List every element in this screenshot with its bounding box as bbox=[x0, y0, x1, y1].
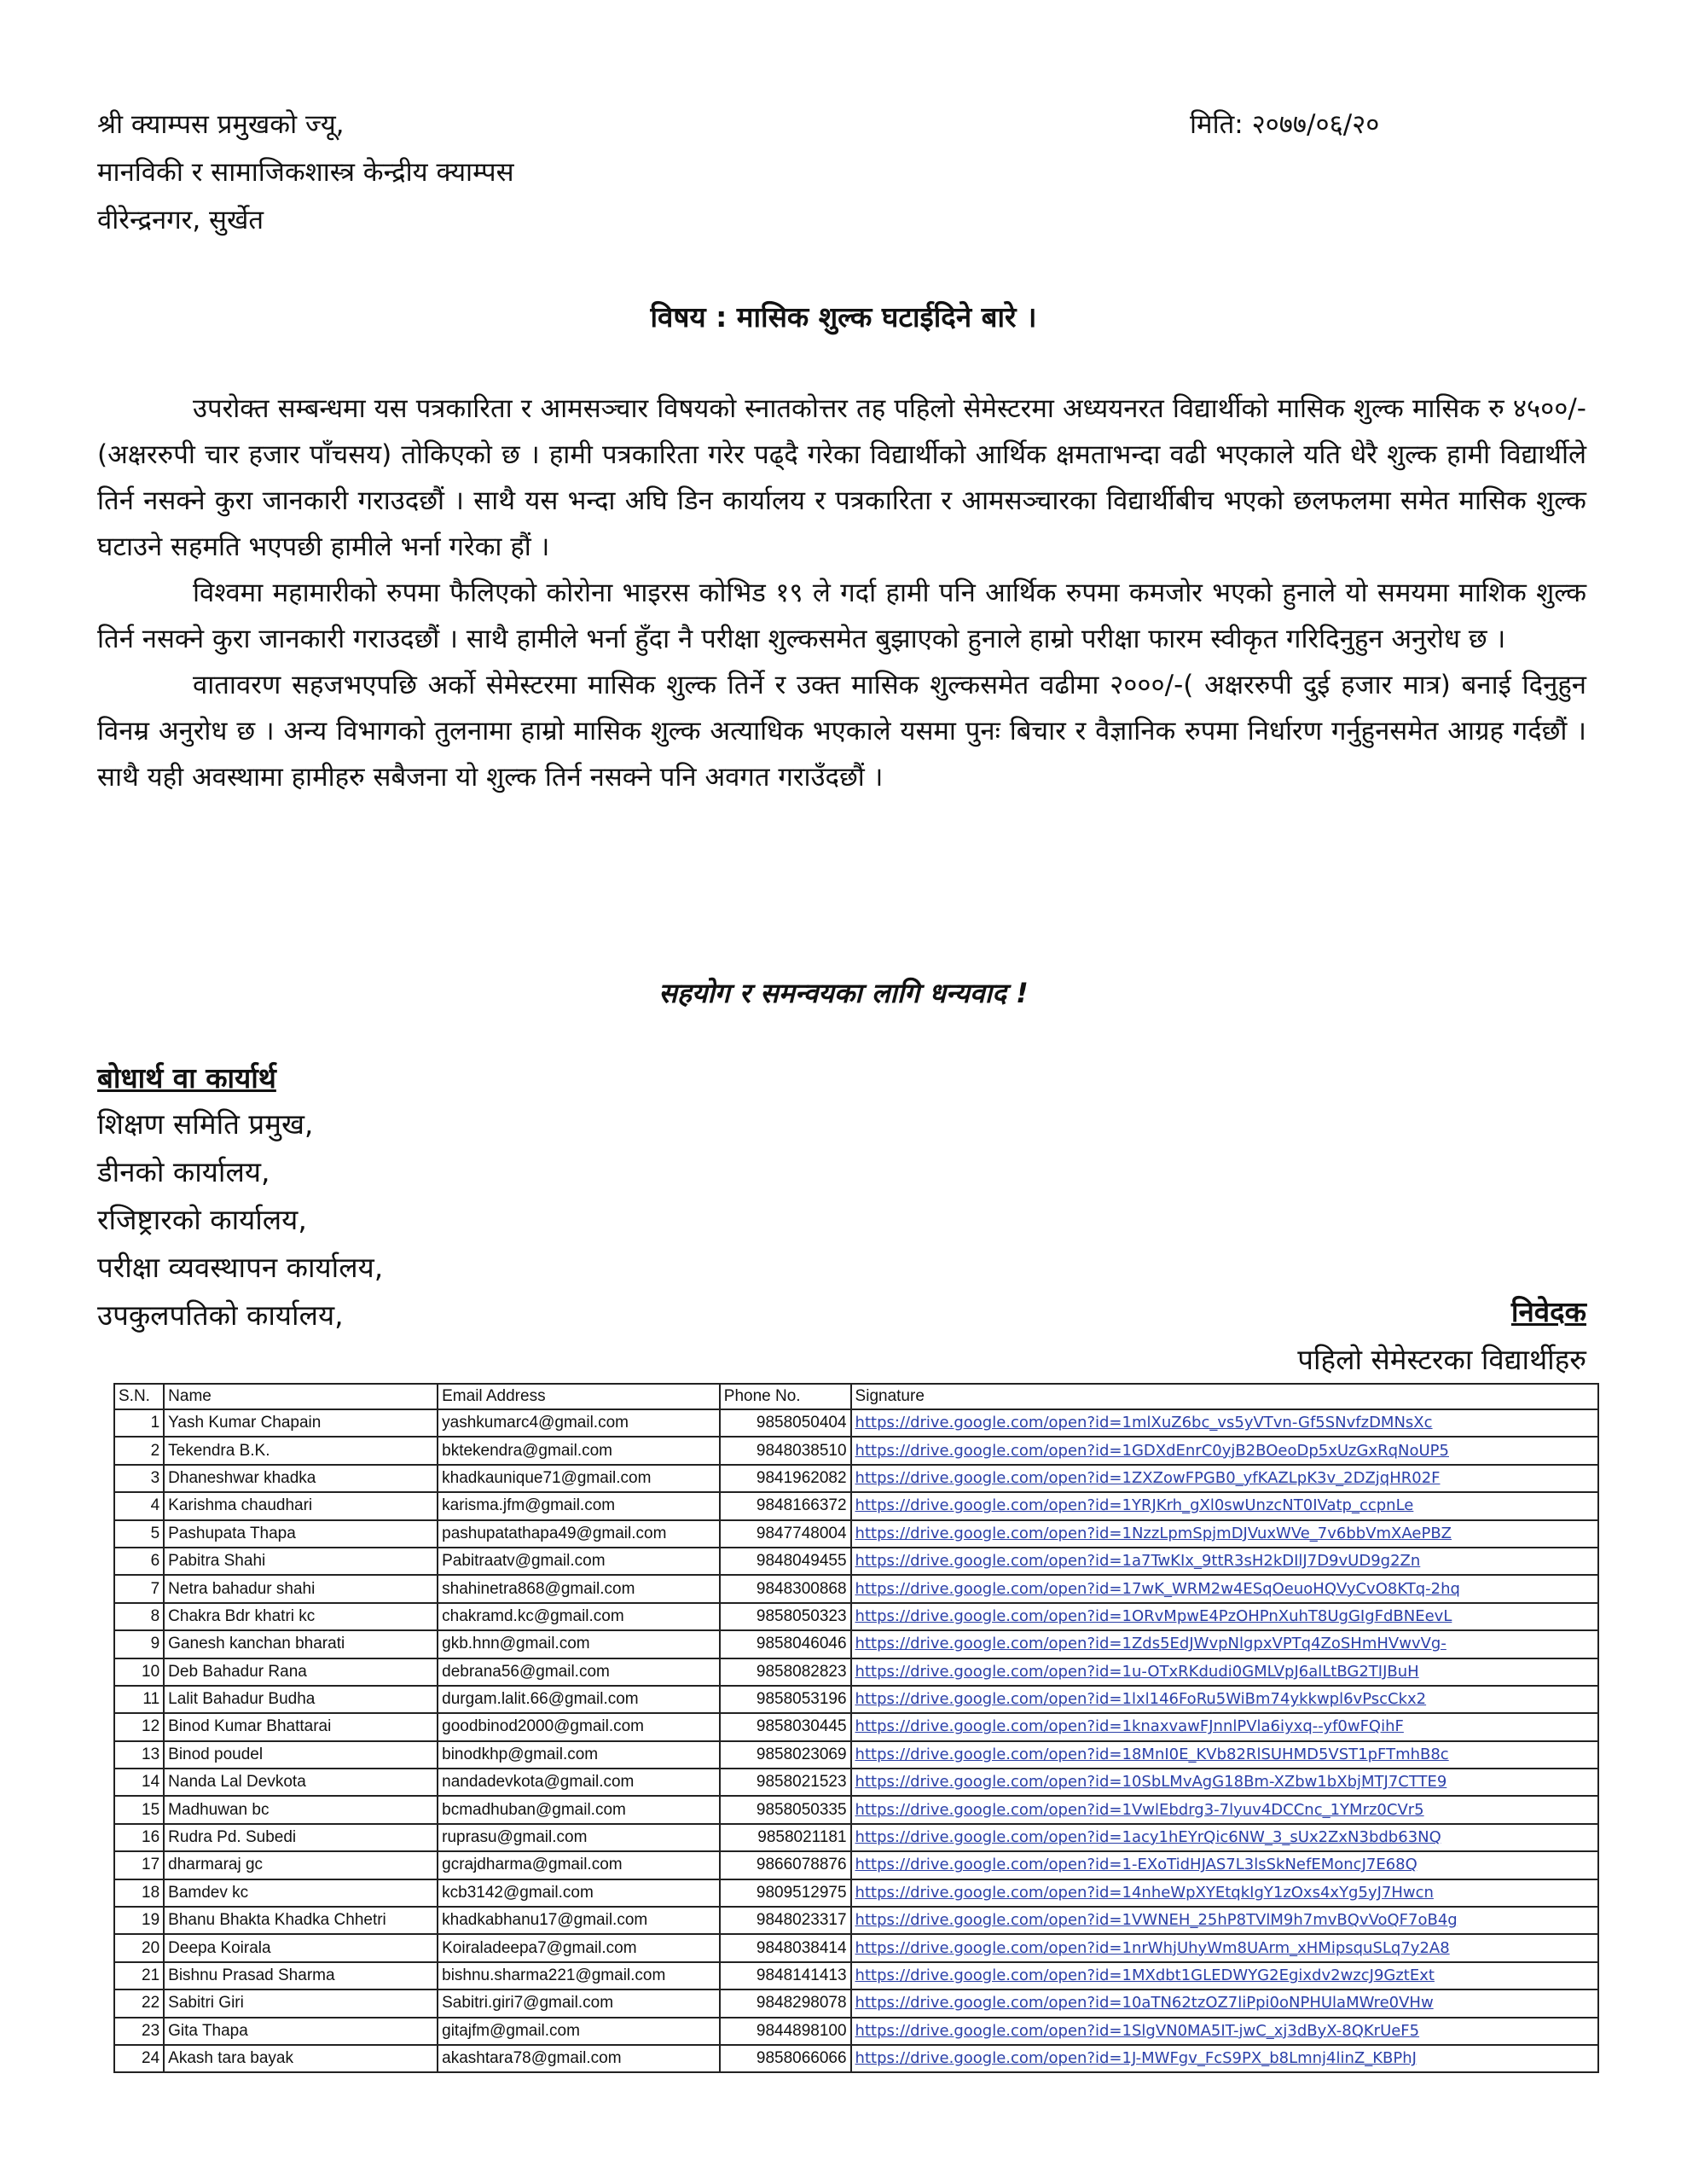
row-email: bcmadhuban@gmail.com bbox=[438, 1796, 720, 1823]
cc-item: शिक्षण समिति प्रमुख, bbox=[97, 1107, 314, 1141]
signature-table-body bbox=[114, 1409, 1598, 2072]
table-header-row bbox=[114, 1384, 1598, 1409]
table-row bbox=[114, 1796, 1598, 1823]
row-name: Netra bahadur shahi bbox=[164, 1575, 438, 1602]
table-row bbox=[114, 1520, 1598, 1548]
row-sn: 5 bbox=[114, 1520, 164, 1548]
row-name: Binod poudel bbox=[164, 1741, 438, 1769]
signature-table bbox=[113, 1383, 1599, 2073]
row-phone: 9858050404 bbox=[720, 1409, 851, 1437]
applicant-title: निवेदक bbox=[1510, 1295, 1586, 1328]
letter-body bbox=[97, 386, 1586, 800]
row-phone: 9858023069 bbox=[720, 1741, 851, 1769]
row-sn: 10 bbox=[114, 1658, 164, 1686]
row-sn: 19 bbox=[114, 1907, 164, 1934]
row-signature-link[interactable]: https://drive.google.com/open?id=1mlXuZ6bc_vs5yVTvn-Gf5SNvfzDMNsXc bbox=[851, 1409, 1598, 1437]
row-sn: 11 bbox=[114, 1686, 164, 1713]
row-phone: 9844898100 bbox=[720, 2018, 851, 2045]
table-row bbox=[114, 1658, 1598, 1686]
row-phone: 9858021181 bbox=[720, 1824, 851, 1851]
row-name: Bhanu Bhakta Khadka Chhetri bbox=[164, 1907, 438, 1934]
row-phone: 9847748004 bbox=[720, 1520, 851, 1548]
body-paragraph: उपरोक्त सम्बन्धमा यस पत्रकारिता र आमसञ्चार विषयको स्नातकोत्तर तह पहिलो सेमेस्टरमा अध्ययनरत विद्यार्थीको मासिक शुल्क मासिक रु ४५००/- (अक्षररुपी चार हजार पाँचसय) तोकिएको छ । हामी पत्रकारिता गरेर पढ्दै गरेका विद्यार्थीको आर्थिक क्षमताभन्दा वढी भएकाले यति धेरै शुल्क हामी विद्यार्थीले तिर्न नसक्ने कुरा जानकारी गराउदछौं । साथै यस भन्दा अघि डिन कार्यालय र पत्रकारिता र आमसञ्चारका विद्यार्थीबीच भएको छलफलमा समेत मासिक शुल्क घटाउने सहमति भएपछी हामीले भर्ना गरेका हौं । bbox=[97, 393, 1586, 562]
row-signature-link[interactable]: https://drive.google.com/open?id=17wK_WRM2w4ESqOeuoHQVyCvO8KTq-2hq bbox=[851, 1575, 1598, 1602]
row-phone: 9858066066 bbox=[720, 2045, 851, 2072]
address-line: श्री क्याम्पस प्रमुखको ज्यू, bbox=[97, 109, 345, 140]
row-sn: 16 bbox=[114, 1824, 164, 1851]
row-signature-link[interactable]: https://drive.google.com/open?id=1acy1hEYrQic6NW_3_sUx2ZxN3bdb63NQ bbox=[851, 1824, 1598, 1851]
row-sn: 2 bbox=[114, 1437, 164, 1464]
row-email: pashupatathapa49@gmail.com bbox=[438, 1520, 720, 1548]
header-phone: Phone No. bbox=[720, 1384, 851, 1409]
table-row bbox=[114, 1879, 1598, 1907]
row-signature-link[interactable]: https://drive.google.com/open?id=1ZXZowFPGB0_yfKAZLpK3v_2DZjqHR02F bbox=[851, 1465, 1598, 1492]
row-name: Akash tara bayak bbox=[164, 2045, 438, 2072]
row-name: dharmaraj gc bbox=[164, 1851, 438, 1879]
row-email: chakramd.kc@gmail.com bbox=[438, 1603, 720, 1630]
table-row bbox=[114, 1713, 1598, 1740]
row-email: Koiraladeepa7@gmail.com bbox=[438, 1934, 720, 1961]
row-signature-link[interactable]: https://drive.google.com/open?id=1a7TwKIx_9ttR3sH2kDIlJ7D9vUD9g2Zn bbox=[851, 1548, 1598, 1575]
row-email: binodkhp@gmail.com bbox=[438, 1741, 720, 1769]
row-phone: 9848038510 bbox=[720, 1437, 851, 1464]
row-signature-link[interactable]: https://drive.google.com/open?id=14nheWpXYEtqkIgY1zOxs4xYg5yJ7Hwcn bbox=[851, 1879, 1598, 1907]
table-row bbox=[114, 1575, 1598, 1602]
row-sn: 3 bbox=[114, 1465, 164, 1492]
row-signature-link[interactable]: https://drive.google.com/open?id=1-EXoTidHJAS7L3lsSkNefEMoncJ7E68Q bbox=[851, 1851, 1598, 1879]
cc-item: रजिष्ट्रारको कार्यालय, bbox=[97, 1203, 307, 1236]
row-name: Ganesh kanchan bharati bbox=[164, 1630, 438, 1658]
cc-item: डीनको कार्यालय, bbox=[97, 1155, 270, 1188]
row-name: Bamdev kc bbox=[164, 1879, 438, 1907]
table-row bbox=[114, 1989, 1598, 2017]
row-email: khadkaunique71@gmail.com bbox=[438, 1465, 720, 1492]
row-name: Yash Kumar Chapain bbox=[164, 1409, 438, 1437]
row-phone: 9858082823 bbox=[720, 1658, 851, 1686]
row-phone: 9841962082 bbox=[720, 1465, 851, 1492]
row-sn: 15 bbox=[114, 1796, 164, 1823]
body-paragraph: विश्वमा महामारीको रुपमा फैलिएको कोरोना भाइरस कोभिड १९ ले गर्दा हामी पनि आर्थिक रुपमा कमजोर भएको हुनाले यो समयमा माशिक शुल्क तिर्न नसक्ने कुरा जानकारी गराउदछौं । साथै हामीले भर्ना हुँदा नै परीक्षा शुल्कसमेत बुझाएको हुनाले हाम्रो परीक्षा फारम स्वीकृत गरिदिनुहुन अनुरोध छ । bbox=[97, 578, 1586, 654]
row-name: Madhuwan bc bbox=[164, 1796, 438, 1823]
row-sn: 9 bbox=[114, 1630, 164, 1658]
row-sn: 22 bbox=[114, 1989, 164, 2017]
row-email: yashkumarc4@gmail.com bbox=[438, 1409, 720, 1437]
row-phone: 9858030445 bbox=[720, 1713, 851, 1740]
row-signature-link[interactable]: https://drive.google.com/open?id=1VwlEbdrg3-7lyuv4DCCnc_1YMrz0CVr5 bbox=[851, 1796, 1598, 1823]
row-sn: 23 bbox=[114, 2018, 164, 2045]
table-row bbox=[114, 1548, 1598, 1575]
row-phone: 9848300868 bbox=[720, 1575, 851, 1602]
row-signature-link[interactable]: https://drive.google.com/open?id=10aTN62tzOZ7liPpi0oNPHUlaMWre0VHw bbox=[851, 1989, 1598, 2017]
row-name: Tekendra B.K. bbox=[164, 1437, 438, 1464]
thanks-line: सहयोग र समन्वयका लागि धन्यवाद ! bbox=[658, 977, 1029, 1009]
row-sn: 18 bbox=[114, 1879, 164, 1907]
row-phone: 9848166372 bbox=[720, 1492, 851, 1519]
row-email: Pabitraatv@gmail.com bbox=[438, 1548, 720, 1575]
table-row bbox=[114, 1492, 1598, 1519]
row-sn: 14 bbox=[114, 1769, 164, 1796]
row-sn: 21 bbox=[114, 1962, 164, 1989]
row-phone: 9866078876 bbox=[720, 1851, 851, 1879]
body-paragraph: वातावरण सहजभएपछि अर्को सेमेस्टरमा मासिक शुल्क तिर्ने र उक्त मासिक शुल्कसमेत वढीमा २०००/-( अक्षररुपी दुई हजार मात्र) बनाई दिनुहुन विनम्र अनुरोध छ । अन्य विभागको तुलनामा हाम्रो मासिक शुल्क अत्याधिक भएकाले यसमा पुनः बिचार र वैज्ञानिक रुपमा निर्धारण गर्नुहुनसमेत आग्रह गर्दछौं । साथै यही अवस्थामा हामीहरु सबैजना यो शुल्क तिर्न नसक्ने पनि अवगत गराउँदछौं । bbox=[97, 670, 1586, 793]
row-email: khadkabhanu17@gmail.com bbox=[438, 1907, 720, 1934]
row-phone: 9858050335 bbox=[720, 1796, 851, 1823]
row-name: Gita Thapa bbox=[164, 2018, 438, 2045]
row-phone: 9858053196 bbox=[720, 1686, 851, 1713]
row-email: ruprasu@gmail.com bbox=[438, 1824, 720, 1851]
table-row bbox=[114, 1603, 1598, 1630]
letter-subject: विषय : मासिक शुल्क घटाईदिने बारे । bbox=[650, 300, 1037, 334]
row-name: Dhaneshwar khadka bbox=[164, 1465, 438, 1492]
row-signature-link[interactable]: https://drive.google.com/open?id=10SbLMvAgG18Bm-XZbw1bXbjMTJ7CTTE9 bbox=[851, 1769, 1598, 1796]
table-row bbox=[114, 2045, 1598, 2072]
row-phone: 9848049455 bbox=[720, 1548, 851, 1575]
row-signature-link[interactable]: https://drive.google.com/open?id=1nrWhjUhyWm8UArm_xHMipsquSLq7y2A8 bbox=[851, 1934, 1598, 1961]
row-signature-link[interactable]: https://drive.google.com/open?id=1MXdbt1GLEDWYG2Egixdv2wzcJ9GztExt bbox=[851, 1962, 1598, 1989]
row-email: gitajfm@gmail.com bbox=[438, 2018, 720, 2045]
cc-item: परीक्षा व्यवस्थापन कार्यालय, bbox=[97, 1251, 384, 1284]
cc-list bbox=[97, 1101, 383, 1339]
row-sn: 24 bbox=[114, 2045, 164, 2072]
row-name: Sabitri Giri bbox=[164, 1989, 438, 2017]
table-row bbox=[114, 1437, 1598, 1464]
row-signature-link[interactable]: https://drive.google.com/open?id=1lxl146FoRu5WiBm74ykkwpl6vPscCkx2 bbox=[851, 1686, 1598, 1713]
row-signature-link[interactable]: https://drive.google.com/open?id=1J-MWFgv_FcS9PX_b8Lmnj4linZ_KBPhJ bbox=[851, 2045, 1598, 2072]
row-sn: 12 bbox=[114, 1713, 164, 1740]
table-row bbox=[114, 1769, 1598, 1796]
row-signature-link[interactable]: https://drive.google.com/open?id=1u-OTxRKdudi0GMLVpJ6alLtBG2TIJBuH bbox=[851, 1658, 1598, 1686]
row-email: gkb.hnn@gmail.com bbox=[438, 1630, 720, 1658]
row-name: Pashupata Thapa bbox=[164, 1520, 438, 1548]
row-name: Chakra Bdr khatri kc bbox=[164, 1603, 438, 1630]
row-name: Deepa Koirala bbox=[164, 1934, 438, 1961]
row-phone: 9848298078 bbox=[720, 1989, 851, 2017]
row-sn: 20 bbox=[114, 1934, 164, 1961]
recipient-address bbox=[97, 101, 514, 244]
table-row bbox=[114, 1824, 1598, 1851]
letter-date: मिति: २०७७/०६/२० bbox=[1190, 109, 1380, 140]
header-email: Email Address bbox=[438, 1384, 720, 1409]
row-email: kcb3142@gmail.com bbox=[438, 1879, 720, 1907]
row-name: Binod Kumar Bhattarai bbox=[164, 1713, 438, 1740]
row-signature-link[interactable]: https://drive.google.com/open?id=1NzzLpmSpjmDJVuxWVe_7v6bbVmXAePBZ bbox=[851, 1520, 1598, 1548]
row-email: shahinetra868@gmail.com bbox=[438, 1575, 720, 1602]
address-line: वीरेन्द्रनगर, सुर्खेत bbox=[97, 205, 264, 235]
row-sn: 13 bbox=[114, 1741, 164, 1769]
row-name: Bishnu Prasad Sharma bbox=[164, 1962, 438, 1989]
row-email: Sabitri.giri7@gmail.com bbox=[438, 1989, 720, 2017]
header-signature: Signature bbox=[851, 1384, 1598, 1409]
table-row bbox=[114, 1630, 1598, 1658]
row-name: Rudra Pd. Subedi bbox=[164, 1824, 438, 1851]
row-name: Nanda Lal Devkota bbox=[164, 1769, 438, 1796]
row-sn: 7 bbox=[114, 1575, 164, 1602]
row-phone: 9848141413 bbox=[720, 1962, 851, 1989]
header-name: Name bbox=[164, 1384, 438, 1409]
header-sn: S.N. bbox=[114, 1384, 164, 1409]
table-row bbox=[114, 1465, 1598, 1492]
row-phone: 9848023317 bbox=[720, 1907, 851, 1934]
table-row bbox=[114, 1409, 1598, 1437]
row-name: Deb Bahadur Rana bbox=[164, 1658, 438, 1686]
applicant-block bbox=[1220, 1288, 1586, 1384]
row-email: goodbinod2000@gmail.com bbox=[438, 1713, 720, 1740]
row-name: Pabitra Shahi bbox=[164, 1548, 438, 1575]
row-signature-link[interactable]: https://drive.google.com/open?id=1Zds5EdJWvpNlgpxVPTq4ZoSHmHVwvVg- bbox=[851, 1630, 1598, 1658]
row-signature-link[interactable]: https://drive.google.com/open?id=1YRJKrh_gXl0swUnzcNT0IVatp_ccpnLe bbox=[851, 1492, 1598, 1519]
row-phone: 9809512975 bbox=[720, 1879, 851, 1907]
row-phone: 9848038414 bbox=[720, 1934, 851, 1961]
table-row bbox=[114, 1851, 1598, 1879]
row-email: karisma.jfm@gmail.com bbox=[438, 1492, 720, 1519]
row-email: bishnu.sharma221@gmail.com bbox=[438, 1962, 720, 1989]
row-signature-link[interactable]: https://drive.google.com/open?id=1SlgVN0MA5IT-jwC_xj3dByX-8QKrUeF5 bbox=[851, 2018, 1598, 2045]
row-email: akashtara78@gmail.com bbox=[438, 2045, 720, 2072]
row-email: gcrajdharma@gmail.com bbox=[438, 1851, 720, 1879]
applicant-name: पहिलो सेमेस्टरका विद्यार्थीहरु bbox=[1297, 1343, 1586, 1376]
row-sn: 1 bbox=[114, 1409, 164, 1437]
row-email: durgam.lalit.66@gmail.com bbox=[438, 1686, 720, 1713]
row-name: Lalit Bahadur Budha bbox=[164, 1686, 438, 1713]
row-email: debrana56@gmail.com bbox=[438, 1658, 720, 1686]
row-signature-link[interactable]: https://drive.google.com/open?id=1VWNEH_25hP8TVlM9h7mvBQvVoQF7oB4g bbox=[851, 1907, 1598, 1934]
row-sn: 8 bbox=[114, 1603, 164, 1630]
row-email: bktekendra@gmail.com bbox=[438, 1437, 720, 1464]
row-phone: 9858050323 bbox=[720, 1603, 851, 1630]
cc-item: उपकुलपतिको कार्यालय, bbox=[97, 1298, 344, 1332]
address-line: मानविकी र सामाजिकशास्त्र केन्द्रीय क्याम्पस bbox=[97, 157, 514, 188]
row-signature-link[interactable]: https://drive.google.com/open?id=1ORvMpwE4PzOHPnXuhT8UgGIgFdBNEevL bbox=[851, 1603, 1598, 1630]
row-signature-link[interactable]: https://drive.google.com/open?id=1knaxvawFJnnlPVla6iyxq--yf0wFQihF bbox=[851, 1713, 1598, 1740]
table-row bbox=[114, 1962, 1598, 1989]
row-phone: 9858046046 bbox=[720, 1630, 851, 1658]
row-sn: 17 bbox=[114, 1851, 164, 1879]
row-sn: 6 bbox=[114, 1548, 164, 1575]
table-row bbox=[114, 2018, 1598, 2045]
table-row bbox=[114, 1934, 1598, 1961]
table-row bbox=[114, 1741, 1598, 1769]
table-row bbox=[114, 1686, 1598, 1713]
row-signature-link[interactable]: https://drive.google.com/open?id=18MnI0E_KVb82RlSUHMD5VST1pFTmhB8c bbox=[851, 1741, 1598, 1769]
row-phone: 9858021523 bbox=[720, 1769, 851, 1796]
row-sn: 4 bbox=[114, 1492, 164, 1519]
cc-heading: बोधार्थ वा कार्यार्थ bbox=[97, 1061, 276, 1095]
row-email: nandadevkota@gmail.com bbox=[438, 1769, 720, 1796]
table-row bbox=[114, 1907, 1598, 1934]
row-name: Karishma chaudhari bbox=[164, 1492, 438, 1519]
row-signature-link[interactable]: https://drive.google.com/open?id=1GDXdEnrC0yjB2BOeoDp5xUzGxRqNoUP5 bbox=[851, 1437, 1598, 1464]
